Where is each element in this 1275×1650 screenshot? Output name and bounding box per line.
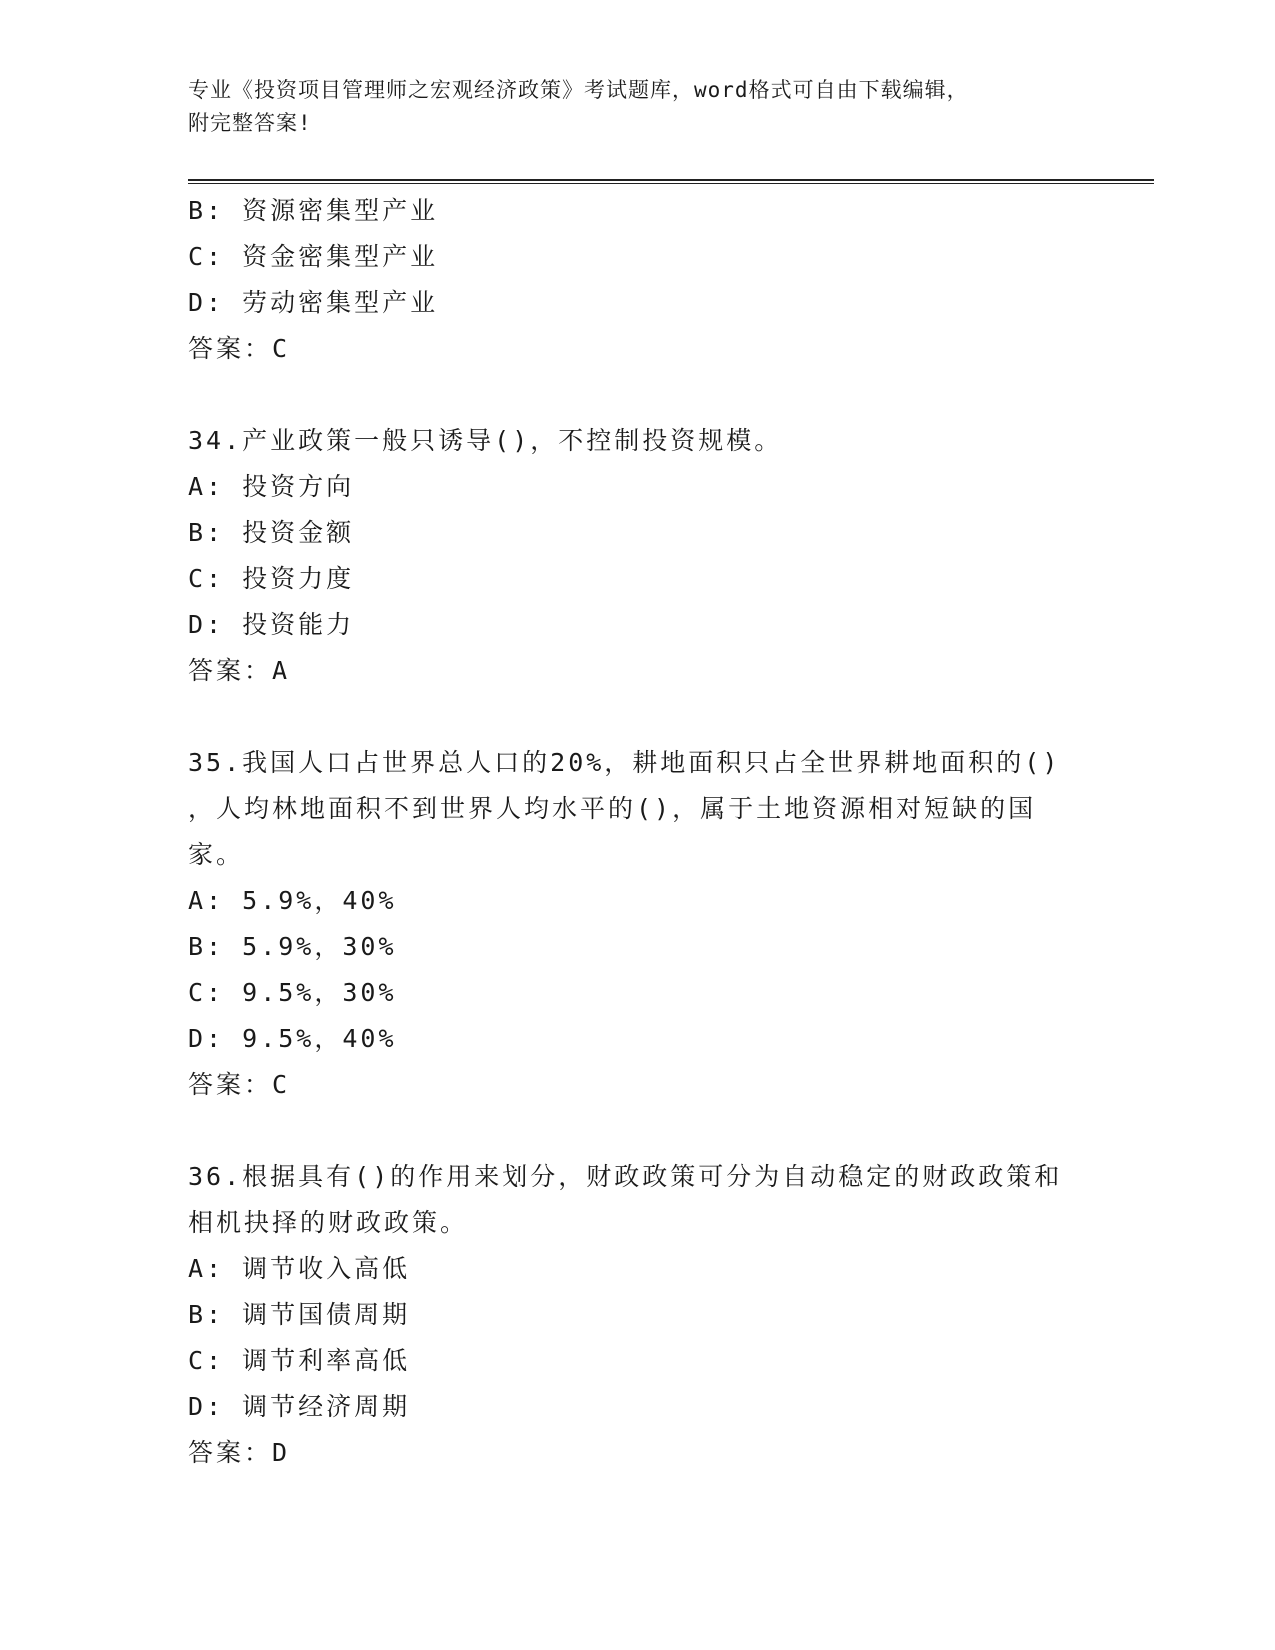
question-33-continued (188, 188, 1088, 372)
question-36 (188, 1154, 1088, 1476)
question-stem: 34.产业政策一般只诱导()，不控制投资规模。 (188, 426, 783, 455)
option-a: A: 调节收入高低 (188, 1254, 411, 1283)
answer-label: 答案：D (188, 1438, 291, 1467)
question-stem: 36.根据具有()的作用来划分，财政政策可分为自动稳定的财政政策和 (188, 1162, 1063, 1191)
question-34 (188, 418, 1088, 694)
question-stem: 相机抉择的财政政策。 (188, 1208, 469, 1237)
answer-label: 答案：A (188, 656, 291, 685)
option-c: C: 调节利率高低 (188, 1346, 411, 1375)
option-d: D: 劳动密集型产业 (188, 288, 439, 317)
page-header (188, 74, 1088, 140)
spacer (188, 694, 1088, 740)
question-stem: 35.我国人口占世界总人口的20%，耕地面积只占全世界耕地面积的() (188, 748, 1061, 777)
question-stem: 家。 (188, 840, 245, 869)
option-b: B: 调节国债周期 (188, 1300, 411, 1329)
option-a: A: 5.9%，40% (188, 886, 397, 915)
option-b: B: 5.9%，30% (188, 932, 397, 961)
spacer (188, 372, 1088, 418)
answer-label: 答案：C (188, 334, 291, 363)
header-line-2: 附完整答案! (188, 111, 312, 135)
option-b: B: 资源密集型产业 (188, 196, 439, 225)
question-35 (188, 740, 1088, 1108)
option-d: D: 投资能力 (188, 610, 355, 639)
header-line-1: 专业《投资项目管理师之宏观经济政策》考试题库，word格式可自由下载编辑， (188, 78, 969, 102)
option-d: D: 调节经济周期 (188, 1392, 411, 1421)
question-list (188, 188, 1088, 1476)
question-stem: ，人均林地面积不到世界人均水平的()，属于土地资源相对短缺的国 (188, 794, 1037, 823)
option-c: C: 资金密集型产业 (188, 242, 439, 271)
header-divider (188, 179, 1154, 184)
option-d: D: 9.5%，40% (188, 1024, 397, 1053)
spacer (188, 1108, 1088, 1154)
option-b: B: 投资金额 (188, 518, 355, 547)
option-c: C: 投资力度 (188, 564, 355, 593)
option-a: A: 投资方向 (188, 472, 355, 501)
answer-label: 答案：C (188, 1070, 291, 1099)
option-c: C: 9.5%，30% (188, 978, 397, 1007)
